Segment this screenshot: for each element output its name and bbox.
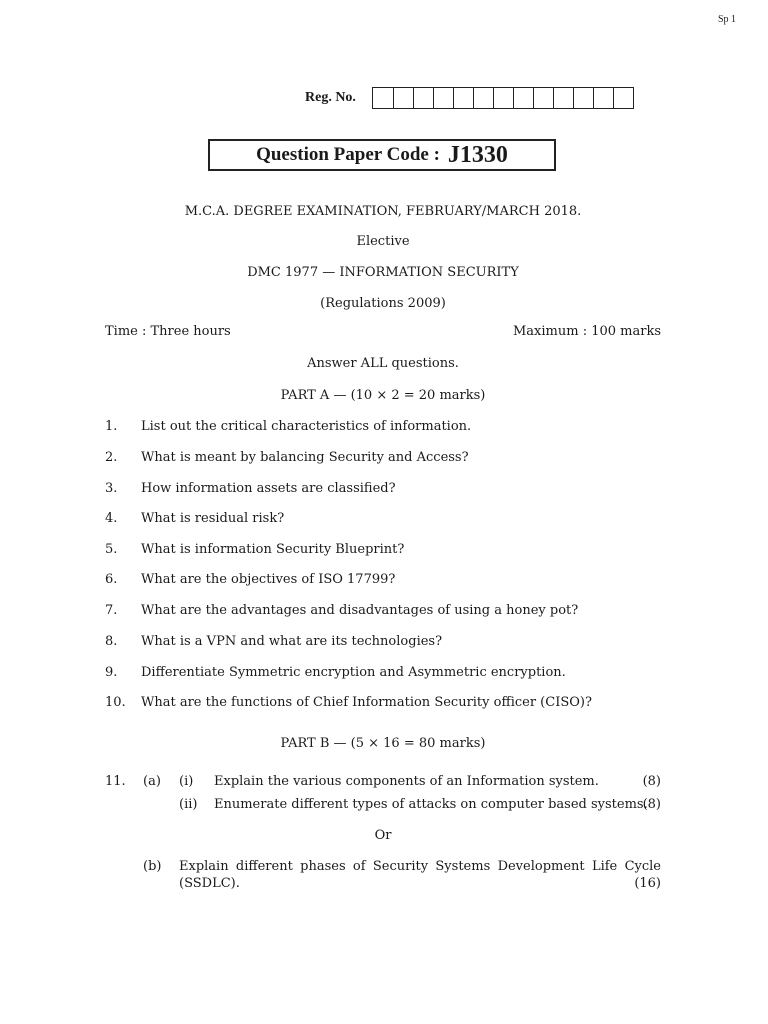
question-text: Explain different phases of Security Systems Development Life Cycle (179, 859, 661, 874)
max-marks: Maximum : 100 marks (512, 324, 661, 339)
part-a-heading: PART A — (10 × 2 = 20 marks) (280, 388, 486, 403)
question-text: How information assets are classified? (141, 481, 396, 496)
question-number: 9. (105, 665, 118, 680)
question-text: What is a VPN and what are its technologies? (141, 634, 443, 649)
question-text-cont: (SSDLC). (179, 876, 240, 891)
question-text: What is meant by balancing Security and Access? (141, 450, 469, 465)
reg-no-digit-box (573, 88, 593, 108)
question-text: List out the critical characteristics of information. (141, 419, 472, 434)
part-b-heading: PART B — (5 × 16 = 80 marks) (280, 736, 486, 751)
sub-label-i: (i) (179, 774, 194, 789)
reg-no-digit-box (473, 88, 493, 108)
elective: Elective (356, 234, 410, 249)
reg-no-boxes (372, 87, 634, 109)
time: Time : Three hours (105, 324, 231, 339)
sub-label-ii: (ii) (179, 797, 198, 812)
instruction: Answer ALL questions. (307, 356, 459, 371)
reg-no-label: Reg. No. (305, 90, 356, 105)
question-number: 8. (105, 634, 118, 649)
question-text: What are the objectives of ISO 17799? (141, 572, 396, 587)
course-title: DMC 1977 — INFORMATION SECURITY (247, 265, 519, 280)
question-text: What is information Security Blueprint? (141, 542, 405, 557)
reg-no-digit-box (613, 88, 633, 108)
question-text: Explain the various components of an Information system. (214, 774, 599, 789)
reg-no-digit-box (493, 88, 513, 108)
reg-no-digit-box (513, 88, 533, 108)
question-paper-code-label: Question Paper Code : (256, 144, 440, 165)
question-number: 5. (105, 542, 118, 557)
reg-no-digit-box (373, 88, 393, 108)
question-text: Enumerate different types of attacks on computer based systems. (214, 797, 648, 812)
question-text: What are the advantages and disadvantages of using a honey pot? (141, 603, 579, 618)
question-number: 3. (105, 481, 118, 496)
reg-no-digit-box (553, 88, 573, 108)
reg-no-digit-box (413, 88, 433, 108)
exam-title: M.C.A. DEGREE EXAMINATION, FEBRUARY/MARCH 2018. (184, 204, 582, 219)
page-marker: Sp 1 (717, 14, 736, 25)
sub-label-b: (b) (143, 859, 162, 874)
question-number: 6. (105, 572, 118, 587)
question-number: 2. (105, 450, 118, 465)
reg-no-digit-box (453, 88, 473, 108)
reg-no-digit-box (533, 88, 553, 108)
question-paper-code: J1330 (447, 141, 508, 168)
reg-no (305, 87, 634, 109)
or-separator: Or (374, 828, 392, 843)
question-number: 10. (105, 695, 126, 710)
question-number: 11. (105, 774, 126, 789)
marks: (8) (642, 774, 661, 789)
marks: (8) (642, 797, 661, 812)
sub-label-a: (a) (143, 774, 161, 789)
question-text: What are the functions of Chief Information Security officer (CISO)? (141, 695, 592, 710)
question-number: 7. (105, 603, 118, 618)
reg-no-digit-box (433, 88, 453, 108)
reg-no-digit-box (593, 88, 613, 108)
question-text: What is residual risk? (141, 511, 285, 526)
marks: (16) (634, 876, 661, 891)
question-paper-code-box (208, 139, 556, 171)
question-number: 1. (105, 419, 118, 434)
question-number: 4. (105, 511, 118, 526)
reg-no-digit-box (393, 88, 413, 108)
regulations: (Regulations 2009) (320, 296, 446, 311)
question-text: Differentiate Symmetric encryption and Asymmetric encryption. (141, 665, 566, 680)
